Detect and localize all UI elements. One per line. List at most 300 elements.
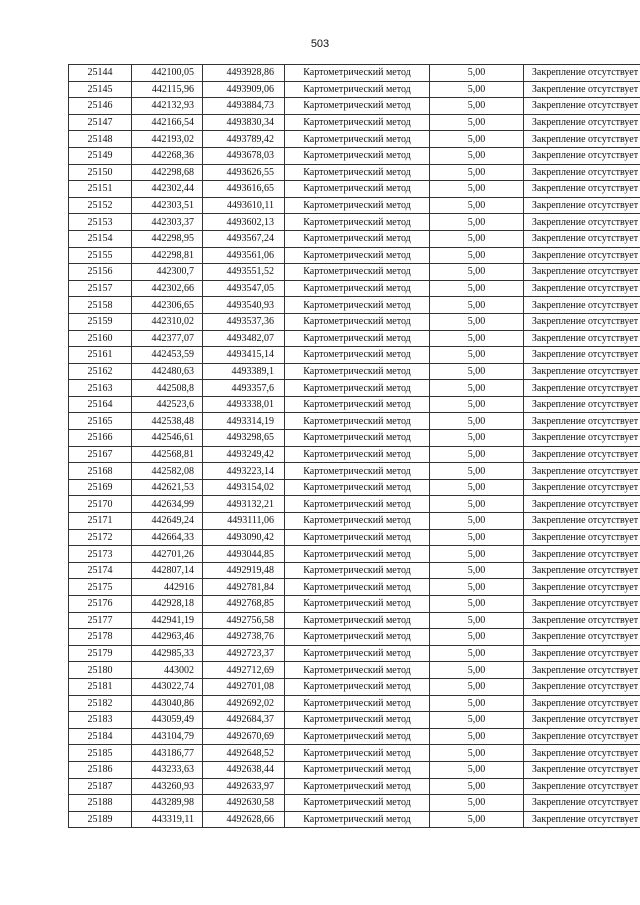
point-number-cell: 25155 bbox=[69, 247, 132, 264]
accuracy-cell: 5,00 bbox=[430, 811, 524, 828]
method-cell: Картометрический метод bbox=[285, 811, 430, 828]
x-coordinate-cell: 442538,48 bbox=[132, 413, 203, 430]
accuracy-cell: 5,00 bbox=[430, 629, 524, 646]
x-coordinate-cell: 442807,14 bbox=[132, 562, 203, 579]
point-number-cell: 25151 bbox=[69, 181, 132, 198]
accuracy-cell: 5,00 bbox=[430, 645, 524, 662]
point-number-cell: 25187 bbox=[69, 778, 132, 795]
table-row bbox=[69, 629, 640, 646]
point-number-cell: 25169 bbox=[69, 479, 132, 496]
y-coordinate-cell: 4493610,11 bbox=[203, 197, 285, 214]
x-coordinate-cell: 442132,93 bbox=[132, 98, 203, 115]
accuracy-cell: 5,00 bbox=[430, 247, 524, 264]
x-coordinate-cell: 443186,77 bbox=[132, 745, 203, 762]
y-coordinate-cell: 4492738,76 bbox=[203, 629, 285, 646]
y-coordinate-cell: 4493616,65 bbox=[203, 181, 285, 198]
y-coordinate-cell: 4492628,66 bbox=[203, 811, 285, 828]
point-number-cell: 25176 bbox=[69, 596, 132, 613]
x-coordinate-cell: 442508,8 bbox=[132, 380, 203, 397]
fixing-description-cell: Закрепление отсутствует bbox=[524, 380, 640, 397]
y-coordinate-cell: 4493415,14 bbox=[203, 347, 285, 364]
y-coordinate-cell: 4493338,01 bbox=[203, 396, 285, 413]
table-row bbox=[69, 712, 640, 729]
fixing-description-cell: Закрепление отсутствует bbox=[524, 197, 640, 214]
method-cell: Картометрический метод bbox=[285, 230, 430, 247]
x-coordinate-cell: 442377,07 bbox=[132, 330, 203, 347]
method-cell: Картометрический метод bbox=[285, 313, 430, 330]
point-number-cell: 25167 bbox=[69, 446, 132, 463]
fixing-description-cell: Закрепление отсутствует bbox=[524, 479, 640, 496]
accuracy-cell: 5,00 bbox=[430, 363, 524, 380]
method-cell: Картометрический метод bbox=[285, 562, 430, 579]
x-coordinate-cell: 442621,53 bbox=[132, 479, 203, 496]
x-coordinate-cell: 442306,65 bbox=[132, 297, 203, 314]
accuracy-cell: 5,00 bbox=[430, 330, 524, 347]
x-coordinate-cell: 442701,26 bbox=[132, 546, 203, 563]
table-row bbox=[69, 579, 640, 596]
table-row bbox=[69, 65, 640, 82]
table-row bbox=[69, 181, 640, 198]
accuracy-cell: 5,00 bbox=[430, 612, 524, 629]
fixing-description-cell: Закрепление отсутствует bbox=[524, 181, 640, 198]
y-coordinate-cell: 4493044,85 bbox=[203, 546, 285, 563]
y-coordinate-cell: 4492768,85 bbox=[203, 596, 285, 613]
accuracy-cell: 5,00 bbox=[430, 297, 524, 314]
x-coordinate-cell: 442546,61 bbox=[132, 430, 203, 447]
x-coordinate-cell: 442268,36 bbox=[132, 147, 203, 164]
accuracy-cell: 5,00 bbox=[430, 479, 524, 496]
table-row bbox=[69, 264, 640, 281]
method-cell: Картометрический метод bbox=[285, 612, 430, 629]
point-number-cell: 25173 bbox=[69, 546, 132, 563]
x-coordinate-cell: 443319,11 bbox=[132, 811, 203, 828]
table-row bbox=[69, 131, 640, 148]
method-cell: Картометрический метод bbox=[285, 678, 430, 695]
accuracy-cell: 5,00 bbox=[430, 795, 524, 812]
point-number-cell: 25174 bbox=[69, 562, 132, 579]
x-coordinate-cell: 443289,98 bbox=[132, 795, 203, 812]
table-row bbox=[69, 230, 640, 247]
y-coordinate-cell: 4493132,21 bbox=[203, 496, 285, 513]
point-number-cell: 25148 bbox=[69, 131, 132, 148]
table-row bbox=[69, 98, 640, 115]
method-cell: Картометрический метод bbox=[285, 479, 430, 496]
y-coordinate-cell: 4493540,93 bbox=[203, 297, 285, 314]
fixing-description-cell: Закрепление отсутствует bbox=[524, 695, 640, 712]
method-cell: Картометрический метод bbox=[285, 197, 430, 214]
fixing-description-cell: Закрепление отсутствует bbox=[524, 214, 640, 231]
fixing-description-cell: Закрепление отсутствует bbox=[524, 396, 640, 413]
accuracy-cell: 5,00 bbox=[430, 562, 524, 579]
method-cell: Картометрический метод bbox=[285, 280, 430, 297]
point-number-cell: 25146 bbox=[69, 98, 132, 115]
table-row bbox=[69, 247, 640, 264]
fixing-description-cell: Закрепление отсутствует bbox=[524, 114, 640, 131]
fixing-description-cell: Закрепление отсутствует bbox=[524, 264, 640, 281]
point-number-cell: 25150 bbox=[69, 164, 132, 181]
x-coordinate-cell: 443059,49 bbox=[132, 712, 203, 729]
fixing-description-cell: Закрепление отсутствует bbox=[524, 496, 640, 513]
y-coordinate-cell: 4493909,06 bbox=[203, 81, 285, 98]
point-number-cell: 25175 bbox=[69, 579, 132, 596]
table-row bbox=[69, 114, 640, 131]
point-number-cell: 25179 bbox=[69, 645, 132, 662]
accuracy-cell: 5,00 bbox=[430, 396, 524, 413]
y-coordinate-cell: 4493602,13 bbox=[203, 214, 285, 231]
page-number: 503 bbox=[310, 38, 330, 50]
y-coordinate-cell: 4493090,42 bbox=[203, 529, 285, 546]
method-cell: Картометрический метод bbox=[285, 728, 430, 745]
method-cell: Картометрический метод bbox=[285, 247, 430, 264]
fixing-description-cell: Закрепление отсутствует bbox=[524, 529, 640, 546]
fixing-description-cell: Закрепление отсутствует bbox=[524, 131, 640, 148]
fixing-description-cell: Закрепление отсутствует bbox=[524, 297, 640, 314]
method-cell: Картометрический метод bbox=[285, 181, 430, 198]
accuracy-cell: 5,00 bbox=[430, 81, 524, 98]
x-coordinate-cell: 442985,33 bbox=[132, 645, 203, 662]
y-coordinate-cell: 4493830,34 bbox=[203, 114, 285, 131]
method-cell: Картометрический метод bbox=[285, 513, 430, 530]
accuracy-cell: 5,00 bbox=[430, 662, 524, 679]
x-coordinate-cell: 442310,02 bbox=[132, 313, 203, 330]
fixing-description-cell: Закрепление отсутствует bbox=[524, 230, 640, 247]
x-coordinate-cell: 442298,81 bbox=[132, 247, 203, 264]
point-number-cell: 25156 bbox=[69, 264, 132, 281]
x-coordinate-cell: 442300,7 bbox=[132, 264, 203, 281]
coordinates-table bbox=[68, 64, 640, 828]
fixing-description-cell: Закрепление отсутствует bbox=[524, 579, 640, 596]
point-number-cell: 25157 bbox=[69, 280, 132, 297]
table-row bbox=[69, 612, 640, 629]
point-number-cell: 25153 bbox=[69, 214, 132, 231]
y-coordinate-cell: 4492781,84 bbox=[203, 579, 285, 596]
accuracy-cell: 5,00 bbox=[430, 197, 524, 214]
accuracy-cell: 5,00 bbox=[430, 513, 524, 530]
y-coordinate-cell: 4493551,52 bbox=[203, 264, 285, 281]
fixing-description-cell: Закрепление отсутствует bbox=[524, 612, 640, 629]
x-coordinate-cell: 442664,33 bbox=[132, 529, 203, 546]
x-coordinate-cell: 442582,08 bbox=[132, 463, 203, 480]
method-cell: Картометрический метод bbox=[285, 363, 430, 380]
fixing-description-cell: Закрепление отсутствует bbox=[524, 330, 640, 347]
point-number-cell: 25181 bbox=[69, 678, 132, 695]
fixing-description-cell: Закрепление отсутствует bbox=[524, 662, 640, 679]
method-cell: Картометрический метод bbox=[285, 761, 430, 778]
table-row bbox=[69, 430, 640, 447]
accuracy-cell: 5,00 bbox=[430, 463, 524, 480]
y-coordinate-cell: 4493547,05 bbox=[203, 280, 285, 297]
table-row bbox=[69, 778, 640, 795]
method-cell: Картометрический метод bbox=[285, 629, 430, 646]
y-coordinate-cell: 4493928,86 bbox=[203, 65, 285, 82]
point-number-cell: 25168 bbox=[69, 463, 132, 480]
method-cell: Картометрический метод bbox=[285, 214, 430, 231]
accuracy-cell: 5,00 bbox=[430, 678, 524, 695]
point-number-cell: 25154 bbox=[69, 230, 132, 247]
table-row bbox=[69, 645, 640, 662]
table-row bbox=[69, 396, 640, 413]
x-coordinate-cell: 442523,6 bbox=[132, 396, 203, 413]
fixing-description-cell: Закрепление отсутствует bbox=[524, 463, 640, 480]
table-row bbox=[69, 280, 640, 297]
accuracy-cell: 5,00 bbox=[430, 496, 524, 513]
x-coordinate-cell: 443233,63 bbox=[132, 761, 203, 778]
point-number-cell: 25145 bbox=[69, 81, 132, 98]
accuracy-cell: 5,00 bbox=[430, 695, 524, 712]
fixing-description-cell: Закрепление отсутствует bbox=[524, 745, 640, 762]
x-coordinate-cell: 442115,96 bbox=[132, 81, 203, 98]
table-row bbox=[69, 529, 640, 546]
fixing-description-cell: Закрепление отсутствует bbox=[524, 778, 640, 795]
x-coordinate-cell: 442941,19 bbox=[132, 612, 203, 629]
accuracy-cell: 5,00 bbox=[430, 596, 524, 613]
table-row bbox=[69, 728, 640, 745]
table-row bbox=[69, 380, 640, 397]
x-coordinate-cell: 442568,81 bbox=[132, 446, 203, 463]
fixing-description-cell: Закрепление отсутствует bbox=[524, 596, 640, 613]
fixing-description-cell: Закрепление отсутствует bbox=[524, 562, 640, 579]
y-coordinate-cell: 4493111,06 bbox=[203, 513, 285, 530]
x-coordinate-cell: 442303,37 bbox=[132, 214, 203, 231]
y-coordinate-cell: 4493789,42 bbox=[203, 131, 285, 148]
method-cell: Картометрический метод bbox=[285, 662, 430, 679]
point-number-cell: 25178 bbox=[69, 629, 132, 646]
accuracy-cell: 5,00 bbox=[430, 413, 524, 430]
table-row bbox=[69, 695, 640, 712]
accuracy-cell: 5,00 bbox=[430, 347, 524, 364]
y-coordinate-cell: 4492648,52 bbox=[203, 745, 285, 762]
fixing-description-cell: Закрепление отсутствует bbox=[524, 645, 640, 662]
coordinates-table-body bbox=[69, 65, 640, 828]
table-row bbox=[69, 214, 640, 231]
y-coordinate-cell: 4492712,69 bbox=[203, 662, 285, 679]
point-number-cell: 25165 bbox=[69, 413, 132, 430]
fixing-description-cell: Закрепление отсутствует bbox=[524, 430, 640, 447]
accuracy-cell: 5,00 bbox=[430, 98, 524, 115]
accuracy-cell: 5,00 bbox=[430, 114, 524, 131]
table-row bbox=[69, 297, 640, 314]
y-coordinate-cell: 4493249,42 bbox=[203, 446, 285, 463]
y-coordinate-cell: 4492756,58 bbox=[203, 612, 285, 629]
table-row bbox=[69, 678, 640, 695]
table-row bbox=[69, 496, 640, 513]
y-coordinate-cell: 4493389,1 bbox=[203, 363, 285, 380]
y-coordinate-cell: 4493561,06 bbox=[203, 247, 285, 264]
point-number-cell: 25180 bbox=[69, 662, 132, 679]
x-coordinate-cell: 442298,68 bbox=[132, 164, 203, 181]
accuracy-cell: 5,00 bbox=[430, 546, 524, 563]
y-coordinate-cell: 4492638,44 bbox=[203, 761, 285, 778]
y-coordinate-cell: 4492919,48 bbox=[203, 562, 285, 579]
y-coordinate-cell: 4493884,73 bbox=[203, 98, 285, 115]
x-coordinate-cell: 443040,86 bbox=[132, 695, 203, 712]
method-cell: Картометрический метод bbox=[285, 446, 430, 463]
point-number-cell: 25188 bbox=[69, 795, 132, 812]
fixing-description-cell: Закрепление отсутствует bbox=[524, 795, 640, 812]
x-coordinate-cell: 442302,44 bbox=[132, 181, 203, 198]
table-row bbox=[69, 795, 640, 812]
point-number-cell: 25161 bbox=[69, 347, 132, 364]
fixing-description-cell: Закрепление отсутствует bbox=[524, 629, 640, 646]
x-coordinate-cell: 442166,54 bbox=[132, 114, 203, 131]
fixing-description-cell: Закрепление отсутствует bbox=[524, 147, 640, 164]
y-coordinate-cell: 4493223,14 bbox=[203, 463, 285, 480]
method-cell: Картометрический метод bbox=[285, 131, 430, 148]
point-number-cell: 25159 bbox=[69, 313, 132, 330]
accuracy-cell: 5,00 bbox=[430, 579, 524, 596]
method-cell: Картометрический метод bbox=[285, 712, 430, 729]
method-cell: Картометрический метод bbox=[285, 596, 430, 613]
accuracy-cell: 5,00 bbox=[430, 147, 524, 164]
point-number-cell: 25172 bbox=[69, 529, 132, 546]
fixing-description-cell: Закрепление отсутствует bbox=[524, 247, 640, 264]
accuracy-cell: 5,00 bbox=[430, 264, 524, 281]
point-number-cell: 25163 bbox=[69, 380, 132, 397]
fixing-description-cell: Закрепление отсутствует bbox=[524, 761, 640, 778]
method-cell: Картометрический метод bbox=[285, 330, 430, 347]
table-row bbox=[69, 546, 640, 563]
method-cell: Картометрический метод bbox=[285, 164, 430, 181]
y-coordinate-cell: 4493154,02 bbox=[203, 479, 285, 496]
accuracy-cell: 5,00 bbox=[430, 529, 524, 546]
point-number-cell: 25186 bbox=[69, 761, 132, 778]
fixing-description-cell: Закрепление отсутствует bbox=[524, 413, 640, 430]
fixing-description-cell: Закрепление отсутствует bbox=[524, 446, 640, 463]
point-number-cell: 25162 bbox=[69, 363, 132, 380]
method-cell: Картометрический метод bbox=[285, 147, 430, 164]
y-coordinate-cell: 4493314,19 bbox=[203, 413, 285, 430]
x-coordinate-cell: 442963,46 bbox=[132, 629, 203, 646]
accuracy-cell: 5,00 bbox=[430, 131, 524, 148]
fixing-description-cell: Закрепление отсутствует bbox=[524, 678, 640, 695]
table-row bbox=[69, 147, 640, 164]
fixing-description-cell: Закрепление отсутствует bbox=[524, 363, 640, 380]
point-number-cell: 25144 bbox=[69, 65, 132, 82]
method-cell: Картометрический метод bbox=[285, 795, 430, 812]
point-number-cell: 25177 bbox=[69, 612, 132, 629]
method-cell: Картометрический метод bbox=[285, 695, 430, 712]
point-number-cell: 25183 bbox=[69, 712, 132, 729]
method-cell: Картометрический метод bbox=[285, 579, 430, 596]
x-coordinate-cell: 442303,51 bbox=[132, 197, 203, 214]
accuracy-cell: 5,00 bbox=[430, 712, 524, 729]
table-row bbox=[69, 596, 640, 613]
accuracy-cell: 5,00 bbox=[430, 380, 524, 397]
y-coordinate-cell: 4493678,03 bbox=[203, 147, 285, 164]
method-cell: Картометрический метод bbox=[285, 380, 430, 397]
table-row bbox=[69, 413, 640, 430]
table-row bbox=[69, 313, 640, 330]
accuracy-cell: 5,00 bbox=[430, 230, 524, 247]
method-cell: Картометрический метод bbox=[285, 114, 430, 131]
method-cell: Картометрический метод bbox=[285, 65, 430, 82]
fixing-description-cell: Закрепление отсутствует bbox=[524, 65, 640, 82]
y-coordinate-cell: 4493537,36 bbox=[203, 313, 285, 330]
y-coordinate-cell: 4492701,08 bbox=[203, 678, 285, 695]
accuracy-cell: 5,00 bbox=[430, 761, 524, 778]
accuracy-cell: 5,00 bbox=[430, 181, 524, 198]
point-number-cell: 25147 bbox=[69, 114, 132, 131]
table-row bbox=[69, 347, 640, 364]
accuracy-cell: 5,00 bbox=[430, 778, 524, 795]
table-row bbox=[69, 463, 640, 480]
x-coordinate-cell: 442480,63 bbox=[132, 363, 203, 380]
table-row bbox=[69, 513, 640, 530]
point-number-cell: 25182 bbox=[69, 695, 132, 712]
point-number-cell: 25189 bbox=[69, 811, 132, 828]
table-row bbox=[69, 662, 640, 679]
x-coordinate-cell: 442193,02 bbox=[132, 131, 203, 148]
table-row bbox=[69, 761, 640, 778]
fixing-description-cell: Закрепление отсутствует bbox=[524, 712, 640, 729]
fixing-description-cell: Закрепление отсутствует bbox=[524, 347, 640, 364]
y-coordinate-cell: 4492684,37 bbox=[203, 712, 285, 729]
y-coordinate-cell: 4493567,24 bbox=[203, 230, 285, 247]
fixing-description-cell: Закрепление отсутствует bbox=[524, 164, 640, 181]
accuracy-cell: 5,00 bbox=[430, 280, 524, 297]
method-cell: Картометрический метод bbox=[285, 778, 430, 795]
table-row bbox=[69, 562, 640, 579]
table-row bbox=[69, 330, 640, 347]
table-row bbox=[69, 164, 640, 181]
accuracy-cell: 5,00 bbox=[430, 214, 524, 231]
table-row bbox=[69, 745, 640, 762]
point-number-cell: 25158 bbox=[69, 297, 132, 314]
method-cell: Картометрический метод bbox=[285, 645, 430, 662]
point-number-cell: 25160 bbox=[69, 330, 132, 347]
x-coordinate-cell: 442649,24 bbox=[132, 513, 203, 530]
fixing-description-cell: Закрепление отсутствует bbox=[524, 728, 640, 745]
accuracy-cell: 5,00 bbox=[430, 65, 524, 82]
method-cell: Картометрический метод bbox=[285, 496, 430, 513]
y-coordinate-cell: 4493357,6 bbox=[203, 380, 285, 397]
fixing-description-cell: Закрепление отсутствует bbox=[524, 513, 640, 530]
y-coordinate-cell: 4492692,02 bbox=[203, 695, 285, 712]
point-number-cell: 25184 bbox=[69, 728, 132, 745]
method-cell: Картометрический метод bbox=[285, 264, 430, 281]
point-number-cell: 25170 bbox=[69, 496, 132, 513]
table-row bbox=[69, 81, 640, 98]
y-coordinate-cell: 4492630,58 bbox=[203, 795, 285, 812]
x-coordinate-cell: 442928,18 bbox=[132, 596, 203, 613]
accuracy-cell: 5,00 bbox=[430, 745, 524, 762]
method-cell: Картометрический метод bbox=[285, 463, 430, 480]
x-coordinate-cell: 443022,74 bbox=[132, 678, 203, 695]
x-coordinate-cell: 442453,59 bbox=[132, 347, 203, 364]
fixing-description-cell: Закрепление отсутствует bbox=[524, 98, 640, 115]
table-row bbox=[69, 479, 640, 496]
method-cell: Картометрический метод bbox=[285, 297, 430, 314]
fixing-description-cell: Закрепление отсутствует bbox=[524, 313, 640, 330]
table-row bbox=[69, 446, 640, 463]
fixing-description-cell: Закрепление отсутствует bbox=[524, 811, 640, 828]
y-coordinate-cell: 4492633,97 bbox=[203, 778, 285, 795]
point-number-cell: 25166 bbox=[69, 430, 132, 447]
method-cell: Картометрический метод bbox=[285, 81, 430, 98]
point-number-cell: 25152 bbox=[69, 197, 132, 214]
accuracy-cell: 5,00 bbox=[430, 430, 524, 447]
point-number-cell: 25171 bbox=[69, 513, 132, 530]
x-coordinate-cell: 442302,66 bbox=[132, 280, 203, 297]
y-coordinate-cell: 4492670,69 bbox=[203, 728, 285, 745]
x-coordinate-cell: 443104,79 bbox=[132, 728, 203, 745]
method-cell: Картометрический метод bbox=[285, 529, 430, 546]
table-row bbox=[69, 363, 640, 380]
point-number-cell: 25185 bbox=[69, 745, 132, 762]
point-number-cell: 25149 bbox=[69, 147, 132, 164]
y-coordinate-cell: 4492723,37 bbox=[203, 645, 285, 662]
accuracy-cell: 5,00 bbox=[430, 728, 524, 745]
